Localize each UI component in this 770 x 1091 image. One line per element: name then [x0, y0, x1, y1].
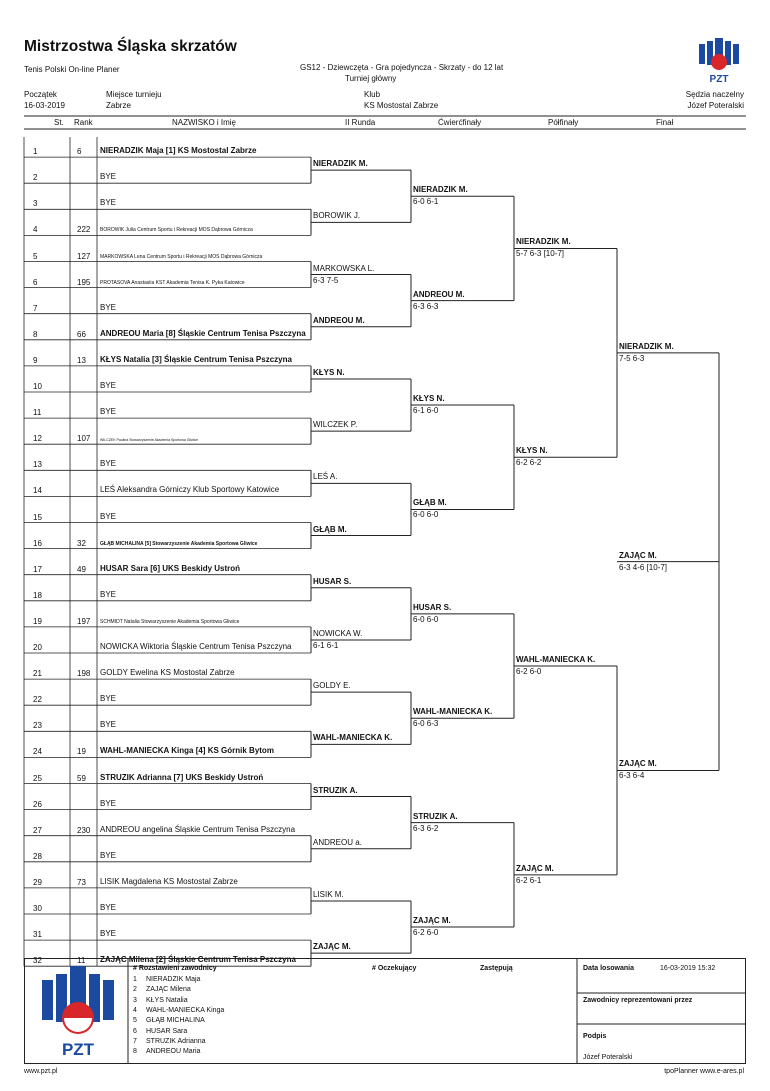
seed-name: GŁĄB MICHALINA	[146, 1017, 205, 1025]
seed-name: STRUZIK Adrianna	[146, 1037, 206, 1045]
final-name: NIERADZIK M.	[619, 341, 674, 351]
qf-score: 6-3 6-2	[413, 823, 439, 833]
entry-name: BYE	[100, 198, 117, 208]
entry-name: WILCZEK Paulina Stowarzyszenie Akademia Sportowa Gliwice	[100, 437, 199, 442]
entry-rank: 222	[77, 225, 91, 235]
site-right[interactable]: tpoPlanner www.e-ares.pl	[664, 1068, 744, 1075]
entry-rank: 73	[77, 877, 86, 887]
entry-number: 11	[33, 408, 42, 418]
replace-label: Zastępują	[480, 965, 513, 972]
round2-name: WILCZEK P.	[313, 420, 358, 430]
entry-name: BYE	[100, 511, 117, 521]
round2-name: LISIK M.	[313, 889, 344, 899]
place-label: Miejsce turnieju	[106, 90, 162, 99]
reps-label: Zawodnicy reprezentowani przez	[583, 997, 693, 1004]
entry-rank: 32	[77, 538, 86, 548]
sf-score: 6-2 6-2	[516, 458, 542, 468]
entry-number: 18	[33, 590, 42, 600]
round2-name: ANDREOU M.	[313, 315, 365, 325]
waiting-label: # Oczekujący	[372, 965, 417, 972]
entry-rank: 107	[77, 434, 91, 444]
entry-rank: 197	[77, 616, 91, 626]
entry-number: 4	[33, 225, 38, 235]
entry-number: 29	[33, 877, 42, 887]
entry-number: 24	[33, 747, 42, 757]
entry-name: GOLDY Ewelina KS Mostostal Zabrze	[100, 668, 235, 678]
round2-name: NOWICKA W.	[313, 628, 363, 638]
entry-number: 9	[33, 355, 38, 365]
seed-number: 8	[133, 1048, 137, 1056]
draw-date-label: Data losowania	[583, 965, 634, 972]
seed-name: HUSAR Sara	[146, 1027, 188, 1035]
entry-number: 7	[33, 303, 38, 313]
entry-rank: 198	[77, 669, 91, 679]
seed-name: ANDREOU Maria	[146, 1048, 201, 1056]
entry-number: 2	[33, 173, 38, 183]
page-title: Mistrzostwa Śląska skrzatów	[24, 38, 237, 55]
entry-name: BYE	[100, 459, 117, 469]
entry-number: 23	[33, 721, 42, 731]
seed-name: KŁYS Natalia	[146, 996, 188, 1004]
entry-name: NOWICKA Wiktoria Śląskie Centrum Tenisa Pszczyna	[100, 642, 292, 651]
sf-score: 6-2 6-0	[516, 667, 542, 677]
entry-number: 17	[33, 564, 42, 574]
entry-number: 26	[33, 799, 42, 809]
entry-name: ZAJĄC Milena [2] Śląskie Centrum Tenisa Pszczyna	[100, 955, 296, 965]
col-sf: Półfinały	[548, 118, 579, 127]
final-score: 6-3 6-4	[619, 771, 645, 781]
entry-name: PROTASOVA Anastasiia KST Akademia Tenisa K. Pyka Katowice	[100, 279, 245, 286]
footer-pzt-logo-icon	[38, 966, 118, 1058]
start-label: Początek	[24, 90, 57, 99]
qf-score: 6-0 6-3	[413, 719, 439, 729]
entry-number: 28	[33, 851, 42, 861]
qf-score: 6-0 6-0	[413, 614, 439, 624]
seed-name: NIERADZIK Maja	[146, 976, 201, 983]
entry-name: MARKOWSKA Lena Centrum Sportu i Rekreacji MOS Dąbrowa Górnicza	[100, 253, 263, 260]
qf-score: 6-0 6-1	[413, 197, 439, 207]
round2-name: MARKOWSKA L.	[313, 263, 375, 273]
svg-text:PZT: PZT	[709, 74, 729, 84]
qf-name: STRUZIK A.	[413, 811, 458, 821]
qf-score: 6-1 6-0	[413, 406, 439, 416]
entry-number: 12	[33, 434, 42, 444]
entry-name: ANDREOU Maria [8] Śląskie Centrum Tenisa Pszczyna	[100, 328, 306, 338]
entry-rank: 19	[77, 747, 86, 757]
round2-name: BOROWIK J.	[313, 211, 361, 221]
entry-rank: 59	[77, 773, 86, 783]
start-date: 16-03-2019	[24, 101, 65, 110]
qf-name: WAHL-MANIECKA K.	[413, 707, 493, 717]
winner-score: 6-3 4-6 [10-7]	[619, 562, 668, 572]
entry-number: 13	[33, 460, 42, 470]
entry-rank: 49	[77, 564, 86, 574]
entry-name: BYE	[100, 694, 117, 704]
entry-number: 27	[33, 825, 42, 835]
entry-name: NIERADZIK Maja [1] KS Mostostal Zabrze	[100, 146, 257, 156]
entry-number: 22	[33, 695, 42, 705]
entry-number: 20	[33, 643, 42, 652]
final-score: 7-5 6-3	[619, 353, 645, 363]
sign-name: Józef Poteralski	[583, 1054, 633, 1061]
entry-number: 16	[33, 538, 42, 548]
col-qf: Ćwierćfinały	[438, 118, 482, 127]
entry-number: 5	[33, 251, 38, 261]
entry-number: 10	[33, 382, 42, 391]
entry-number: 25	[33, 773, 42, 783]
entry-name: BOROWIK Julia Centrum Sportu i Rekreacji MOS Dąbrowa Górnicza	[100, 227, 253, 234]
event-line: GS12 - Dziewczęta - Gra pojedyncza - Skrzaty - do 12 lat	[300, 63, 504, 72]
sf-name: WAHL-MANIECKA K.	[516, 655, 596, 665]
entry-number: 19	[33, 616, 42, 626]
seed-number: 4	[133, 1006, 137, 1014]
entry-number: 8	[33, 329, 38, 339]
round2-name: KŁYS N.	[313, 367, 345, 377]
entry-name: STRUZIK Adrianna [7] UKS Beskidy Ustroń	[100, 772, 264, 782]
qf-name: ANDREOU M.	[413, 289, 465, 299]
entry-rank: 127	[77, 251, 91, 261]
entry-rank: 13	[77, 355, 86, 365]
sf-score: 5-7 6-3 [10-7]	[516, 249, 565, 259]
sf-name: KŁYS N.	[516, 446, 548, 456]
winner-name: ZAJĄC M.	[619, 550, 657, 560]
club: KS Mostostal Zabrze	[364, 101, 439, 110]
entry-name: LEŚ Aleksandra Górniczy Klub Sportowy Katowice	[100, 485, 280, 495]
round2-score: 6-3 7-5	[313, 275, 339, 285]
draw-type: Turniej główny	[345, 74, 397, 83]
site-left[interactable]: www.pzt.pl	[24, 1068, 58, 1075]
qf-score: 6-2 6-0	[413, 928, 439, 938]
entry-name: KŁYS Natalia [3] Śląskie Centrum Tenisa Pszczyna	[100, 354, 292, 364]
entry-name: ANDREOU angelina Śląskie Centrum Tenisa Pszczyna	[100, 824, 296, 834]
col-round2: II Runda	[345, 118, 376, 127]
seed-number: 2	[133, 986, 137, 994]
svg-text:PZT: PZT	[61, 1040, 95, 1058]
sf-score: 6-2 6-1	[516, 875, 542, 885]
col-name: NAZWISKO i Imię	[172, 118, 237, 127]
round2-name: GŁĄB M.	[313, 524, 347, 534]
entry-number: 15	[33, 512, 42, 522]
sf-name: NIERADZIK M.	[516, 237, 571, 247]
col-st: St.	[54, 118, 64, 127]
draw-date: 16-03-2019 15:32	[660, 965, 716, 972]
round2-name: STRUZIK A.	[313, 785, 358, 795]
round2-name: LEŚ A.	[313, 472, 338, 482]
qf-score: 6-0 6-0	[413, 510, 439, 520]
entry-number: 21	[33, 669, 42, 679]
entry-name: LISIK Magdalena KS Mostostal Zabrze	[100, 876, 238, 886]
col-final: Finał	[656, 118, 674, 127]
seed-number: 6	[133, 1027, 137, 1035]
entry-number: 30	[33, 904, 42, 913]
entry-rank: 195	[77, 277, 91, 287]
round2-name: ZAJĄC M.	[313, 942, 351, 952]
seed-number: 3	[133, 996, 137, 1004]
qf-name: GŁĄB M.	[413, 498, 447, 508]
qf-score: 6-3 6-3	[413, 301, 439, 311]
seed-name: WAHL-MANIECKA Kinga	[146, 1006, 225, 1014]
entry-name: BYE	[100, 172, 117, 182]
entry-name: BYE	[100, 589, 117, 599]
entry-number: 1	[33, 147, 38, 157]
entry-number: 14	[33, 486, 42, 496]
sf-name: ZAJĄC M.	[516, 863, 554, 873]
entry-name: HUSAR Sara [6] UKS Beskidy Ustroń	[100, 563, 241, 573]
entry-rank: 6	[77, 147, 82, 157]
entry-rank: 11	[77, 956, 86, 966]
qf-name: ZAJĄC M.	[413, 916, 451, 926]
referee: Józef Poteralski	[687, 101, 744, 110]
entry-number: 31	[33, 930, 42, 940]
referee-label: Sędzia naczelny	[685, 90, 744, 99]
entry-name: BYE	[100, 903, 117, 912]
entry-name: BYE	[100, 381, 117, 390]
seed-number: 1	[133, 976, 137, 983]
entry-name: BYE	[100, 720, 117, 730]
entry-name: BYE	[100, 302, 117, 312]
entry-name: BYE	[100, 929, 117, 939]
col-rank: Rank	[74, 118, 93, 127]
seed-number: 5	[133, 1017, 137, 1025]
place: Zabrze	[106, 101, 131, 110]
entry-rank: 66	[77, 329, 86, 339]
entry-number: 32	[33, 956, 42, 966]
qf-name: HUSAR S.	[413, 602, 452, 612]
entry-name: WAHL-MANIECKA Kinga [4] KS Górnik Bytom	[100, 746, 274, 756]
round2-name: WAHL-MANIECKA K.	[313, 733, 393, 743]
seed-number: 7	[133, 1037, 137, 1045]
round2-name: HUSAR S.	[313, 576, 352, 586]
qf-name: KŁYS N.	[413, 394, 445, 404]
qf-name: NIERADZIK M.	[413, 185, 468, 195]
round2-name: ANDREOU a.	[313, 837, 362, 847]
round2-name: NIERADZIK M.	[313, 159, 368, 169]
entry-number: 3	[33, 199, 38, 209]
entry-name: GŁĄB MICHALINA [5] Stowarzyszenie Akademia Sportowa Gliwice	[100, 540, 258, 547]
seeds-label: # Rozstawieni zawodnicy	[133, 965, 217, 972]
final-name: ZAJĄC M.	[619, 759, 657, 769]
entry-name: BYE	[100, 798, 117, 808]
round2-name: GOLDY E.	[313, 681, 351, 691]
entry-name: BYE	[100, 850, 117, 860]
entry-name: BYE	[100, 407, 117, 417]
subtitle: Tenis Polski On-line Planer	[24, 65, 120, 74]
sign-label: Podpis	[583, 1033, 607, 1040]
entry-rank: 230	[77, 825, 91, 835]
round2-score: 6-1 6-1	[313, 640, 339, 650]
seed-name: ZAJĄC Milena	[146, 986, 191, 994]
entry-number: 6	[33, 277, 38, 287]
club-label: Klub	[364, 90, 381, 99]
entry-name: SCHMIDT Natalia Stowarzyszenie Akademia Sportowa Gliwice	[100, 618, 240, 625]
